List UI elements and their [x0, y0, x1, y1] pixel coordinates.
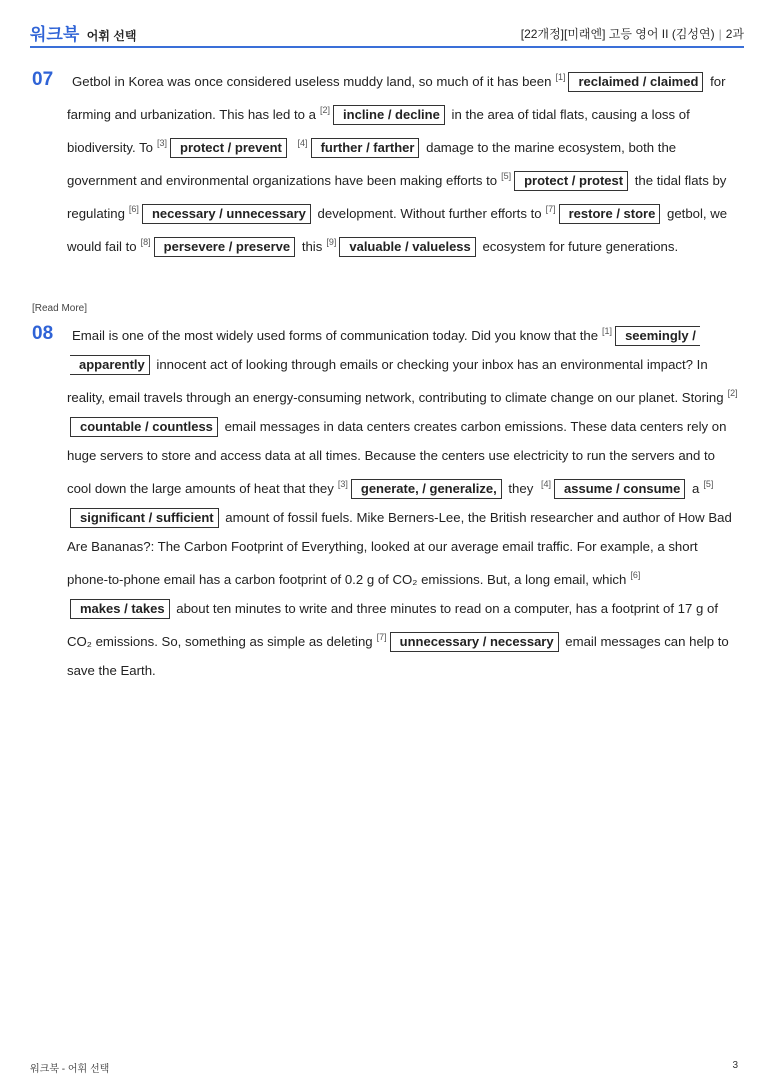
page-number: 3: [732, 1060, 738, 1071]
question-08: [32, 317, 738, 685]
blank-number: [7]: [545, 204, 556, 214]
text: getbol, we would fail to: [67, 206, 728, 254]
blank-number: [1]: [602, 326, 613, 336]
question-body: [67, 63, 738, 261]
course-title: [22개정][미래엔] 고등 영어 II (김성연): [520, 27, 715, 41]
text: email messages in data centers creates carbon emissions. These data centers rely on huge servers to store and access data at all times. Because the centers use electricity to run the servers and to cool down the large amounts of heat that they: [67, 419, 727, 496]
blank-number: [8]: [140, 237, 151, 247]
blank-number: [5]: [703, 479, 714, 489]
choice-box[interactable]: restore / store: [559, 204, 661, 224]
choice-box[interactable]: generate, / generalize,: [351, 479, 502, 499]
text: Getbol in Korea was once considered useless muddy land, so much of it has been: [72, 74, 552, 89]
choice-box[interactable]: persevere / preserve: [154, 237, 295, 257]
text: Email is one of the most widely used forms of communication today. Did you know that the: [72, 328, 599, 343]
text: innocent act of looking through emails or checking your inbox has an environmental impact? In reality, email travels through an energy-consuming network, contributing to climate change on our planet. Storing: [67, 357, 724, 405]
course-info: [521, 25, 744, 42]
question-number: 08: [32, 323, 54, 344]
blank-number: [4]: [541, 479, 552, 489]
blank-number: [6]: [630, 570, 641, 580]
choice-box[interactable]: incline / decline: [333, 105, 445, 125]
brand: [30, 20, 136, 45]
blank-number: [7]: [376, 632, 387, 642]
brand-name: 워크북: [30, 25, 80, 44]
section-title: 어휘 선택: [86, 29, 137, 43]
blank-number: [6]: [128, 204, 139, 214]
text: about ten minutes to write and three minutes to read on a computer, has a footprint of 17 g of CO₂ emissions. So, something as simple as deleting: [67, 601, 718, 649]
read-more-label: [Read More]: [32, 303, 88, 314]
choice-box-continued[interactable]: apparently: [70, 355, 150, 375]
page-header: [30, 18, 744, 48]
text: amount of fossil fuels. Mike Berners-Lee, the British researcher and author of How Bad Are Bananas?: The Carbon Footprint of Everything, looked at our average email traffic. For example, a short phone-to-phone email has a carbon footprint of 0.2 g of CO₂ emissions. But, a long email, which: [67, 510, 732, 587]
blank-number: [5]: [501, 171, 512, 181]
question-number: 07: [32, 69, 54, 90]
choice-box[interactable]: unnecessary / necessary: [390, 632, 559, 652]
question-07: [32, 63, 738, 261]
blank-number: [3]: [337, 479, 348, 489]
text: damage to the marine ecosystem, both the government and environmental organizations have been making efforts to: [67, 140, 677, 188]
blank-number: [9]: [326, 237, 337, 247]
choice-box[interactable]: further / farther: [311, 138, 420, 158]
blank-number: [1]: [555, 72, 566, 82]
question-body: [67, 317, 738, 685]
blank-number: [2]: [727, 388, 738, 398]
choice-box[interactable]: makes / takes: [70, 599, 170, 619]
text: development. Without further efforts to: [317, 206, 542, 221]
choice-box[interactable]: valuable / valueless: [339, 237, 475, 257]
text: in the area of tidal flats, causing a loss of biodiversity. To: [67, 107, 690, 155]
choice-box[interactable]: countable / countless: [70, 417, 218, 437]
choice-box[interactable]: significant / sufficient: [70, 508, 219, 528]
text: for farming and urbanization. This has led to a: [67, 74, 726, 122]
text: the tidal flats by regulating: [67, 173, 727, 221]
choice-box[interactable]: protect / protest: [514, 171, 628, 191]
blank-number: [2]: [320, 105, 331, 115]
text: this: [301, 239, 323, 254]
choice-box[interactable]: protect / prevent: [170, 138, 287, 158]
choice-box[interactable]: reclaimed / claimed: [568, 72, 703, 92]
text: ecosystem for future generations.: [482, 239, 679, 254]
blank-number: [3]: [157, 138, 168, 148]
choice-box[interactable]: seemingly /: [615, 326, 700, 346]
footer-title: 워크북 - 어휘 선택: [30, 1064, 110, 1075]
blank-number: [4]: [297, 138, 308, 148]
text: a: [692, 481, 700, 496]
text: email messages can help to save the Earth.: [67, 634, 729, 678]
text: they: [508, 481, 534, 496]
choice-box[interactable]: necessary / unnecessary: [142, 204, 311, 224]
lesson-label: 2과: [725, 27, 744, 41]
choice-box[interactable]: assume / consume: [554, 479, 685, 499]
divider: |: [718, 27, 722, 41]
